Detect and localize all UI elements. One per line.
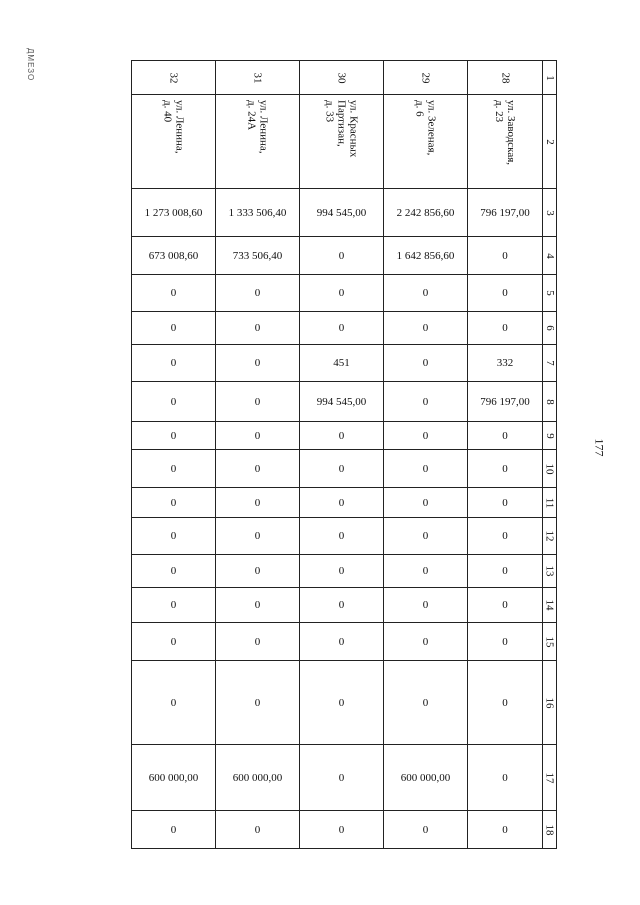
cell-value: 0 [422,635,429,648]
table-row [132,518,557,555]
value-cell [132,518,216,555]
cell-value: 0 [254,823,261,836]
value-cell [384,623,468,661]
value-cell [132,488,216,518]
column-index-cell [543,382,557,422]
column-index-cell [543,588,557,623]
cell-value: 0 [254,322,261,334]
cell-value: 0 [170,823,177,836]
value-cell [468,422,543,450]
value-cell [132,237,216,275]
value-cell [132,623,216,661]
table-row [132,555,557,588]
column-index-label: 12 [543,530,556,542]
archive-stamp: ДМЕЗО [26,48,35,82]
table-row [132,588,557,623]
value-cell [468,661,543,745]
value-cell [132,422,216,450]
column-index-label: 16 [543,697,556,708]
cell-value: 733 506,40 [232,249,283,262]
value-cell [384,237,468,275]
value-cell [216,811,300,849]
value-cell [216,189,300,237]
cell-value: 0 [422,599,429,611]
cell-value: 1 333 506,40 [228,206,287,219]
column-index-cell [543,345,557,382]
column-index-cell [543,488,557,518]
cell-value: 0 [170,635,177,648]
value-cell [132,555,216,588]
value-cell [132,661,216,745]
cell-value: 1 273 008,60 [144,206,203,219]
value-cell [468,345,543,382]
cell-value: 0 [422,357,429,369]
value-cell [300,588,384,623]
value-cell [384,345,468,382]
cell-value: 0 [254,496,261,509]
value-cell [216,488,300,518]
value-cell [468,518,543,555]
record-number-cell [300,61,384,95]
column-index-label: 13 [543,565,556,577]
cell-value: 0 [502,565,508,577]
cell-value: 0 [254,395,261,408]
table-row [132,422,557,450]
table-row [132,189,557,237]
value-cell [132,588,216,623]
table-row [132,745,557,811]
value-cell [468,488,543,518]
cell-value: 0 [170,496,177,509]
table-row [132,661,557,745]
table-row [132,237,557,275]
table-row [132,61,557,95]
value-cell [468,623,543,661]
cell-value: 0 [502,429,508,442]
column-index-cell [543,312,557,345]
cell-value: 994 545,00 [316,206,367,219]
value-cell [300,518,384,555]
cell-value: 1 642 856,60 [396,249,455,262]
value-cell [216,518,300,555]
cell-value: 0 [502,462,508,475]
record-number-cell [468,61,543,95]
value-cell [216,382,300,422]
value-cell [300,189,384,237]
cell-value: 600 000,00 [400,771,451,784]
value-cell [216,312,300,345]
value-cell [300,345,384,382]
cell-value: 0 [502,771,508,784]
cell-value: 0 [338,287,345,299]
address-text: ул. Красных Партизан, д. 33 [323,99,360,157]
table-row [132,95,557,189]
column-index-cell [543,555,557,588]
value-cell [132,275,216,312]
cell-value: 0 [422,530,429,542]
record-number: 32 [167,72,180,83]
column-index-cell [543,189,557,237]
value-cell [384,450,468,488]
column-index-label: 7 [543,360,556,366]
cell-value: 0 [254,462,261,475]
address-cell [468,95,543,189]
record-number: 30 [335,72,348,83]
cell-value: 0 [254,565,261,577]
value-cell [468,189,543,237]
cell-value: 451 [333,357,350,369]
cell-value: 0 [502,287,508,299]
cell-value: 0 [338,249,345,262]
cell-value: 0 [254,287,261,299]
address-text: ул. Ленина, д. 24А [245,99,270,154]
column-index-label: 8 [543,398,556,405]
cell-value: 0 [338,530,345,542]
cell-value: 0 [338,771,345,784]
cell-value: 0 [338,322,345,334]
value-cell [216,555,300,588]
table-row [132,488,557,518]
value-cell [300,422,384,450]
value-cell [300,623,384,661]
value-cell [300,745,384,811]
column-index-cell [543,61,557,95]
cell-value: 0 [170,287,177,299]
column-index-label: 4 [543,252,556,259]
cell-value: 0 [338,599,345,611]
record-number: 28 [499,72,511,83]
cell-value: 0 [254,599,261,611]
value-cell [300,488,384,518]
cell-value: 0 [170,696,177,709]
value-cell [132,312,216,345]
value-cell [216,623,300,661]
value-cell [132,345,216,382]
cell-value: 0 [422,565,429,577]
column-index-cell [543,745,557,811]
address-text: ул. Зеленая, д. 6 [413,99,438,155]
cell-value: 0 [254,696,261,709]
table-row [132,811,557,849]
record-number: 29 [419,72,432,83]
value-cell [468,275,543,312]
cell-value: 0 [338,429,345,442]
value-cell [468,450,543,488]
cell-value: 0 [422,496,429,509]
value-cell [300,275,384,312]
column-index-cell [543,450,557,488]
value-cell [132,811,216,849]
column-index-cell [543,811,557,849]
cell-value: 0 [338,496,345,509]
column-index-cell [543,237,557,275]
value-cell [384,312,468,345]
cell-value: 0 [422,395,429,408]
column-index-cell [543,661,557,745]
value-cell [216,237,300,275]
value-cell [468,811,543,849]
value-cell [384,189,468,237]
value-cell [300,237,384,275]
value-cell [216,345,300,382]
column-index-label: 3 [543,209,556,216]
value-cell [300,382,384,422]
table-row [132,345,557,382]
cell-value: 0 [502,635,508,648]
cell-value: 994 545,00 [316,395,367,408]
cell-value: 0 [502,823,508,836]
cell-value: 0 [170,565,177,577]
value-cell [132,382,216,422]
value-cell [300,555,384,588]
cell-value: 0 [170,357,177,369]
table-row [132,312,557,345]
column-index-label: 5 [543,290,556,296]
value-cell [384,588,468,623]
cell-value: 0 [502,599,508,611]
cell-value: 0 [254,530,261,542]
value-cell [468,555,543,588]
cell-value: 0 [422,462,429,475]
value-cell [216,745,300,811]
cell-value: 0 [170,530,177,542]
address-cell [216,95,300,189]
column-index-label: 9 [543,432,556,439]
address-text: ул. Заводская, д. 23 [493,99,517,165]
record-number-cell [216,61,300,95]
cell-value: 673 008,60 [148,249,199,262]
value-cell [216,275,300,312]
address-cell [300,95,384,189]
cell-value: 0 [502,530,508,542]
cell-value: 0 [422,429,429,442]
value-cell [384,518,468,555]
record-number-cell [132,61,216,95]
cell-value: 0 [254,635,261,648]
address-cell [132,95,216,189]
value-cell [132,450,216,488]
cell-value: 0 [422,823,429,836]
value-cell [384,745,468,811]
cell-value: 0 [502,696,508,709]
cell-value: 0 [422,287,429,299]
value-cell [384,488,468,518]
column-index-label: 17 [543,772,556,783]
address-text: ул. Ленина, д. 40 [161,99,186,154]
cell-value: 0 [254,357,261,369]
record-number: 31 [251,72,264,83]
value-cell [384,422,468,450]
cell-value: 0 [338,462,345,475]
cell-value: 0 [170,599,177,611]
column-index-label: 1 [543,74,556,81]
cell-value: 0 [170,462,177,475]
address-cell [384,95,468,189]
page-number: 177 [592,438,607,457]
column-index-cell [543,275,557,312]
table-row [132,382,557,422]
column-index-label: 11 [543,497,556,508]
cell-value: 0 [338,635,345,648]
data-table [131,60,557,849]
value-cell [300,450,384,488]
cell-value: 332 [496,357,514,369]
column-index-cell [543,422,557,450]
column-index-label: 15 [543,636,556,647]
value-cell [384,555,468,588]
column-index-cell [543,518,557,555]
value-cell [384,275,468,312]
value-cell [468,312,543,345]
column-index-label: 6 [543,325,556,331]
value-cell [384,382,468,422]
column-index-label: 18 [543,824,556,835]
column-index-label: 2 [543,138,556,145]
cell-value: 0 [422,696,429,709]
cell-value: 600 000,00 [232,771,283,784]
value-cell [468,588,543,623]
cell-value: 0 [170,322,177,334]
cell-value: 2 242 856,60 [396,206,455,219]
column-index-cell [543,623,557,661]
cell-value: 0 [422,322,429,334]
value-cell [132,745,216,811]
cell-value: 796 197,00 [480,395,530,408]
cell-value: 0 [338,565,345,577]
value-cell [300,811,384,849]
table-row [132,450,557,488]
cell-value: 0 [502,322,508,334]
cell-value: 0 [254,429,261,442]
value-cell [300,312,384,345]
value-cell [468,745,543,811]
column-index-label: 14 [543,599,556,611]
cell-value: 0 [170,395,177,408]
record-number-cell [384,61,468,95]
table-row [132,275,557,312]
cell-value: 600 000,00 [148,771,199,784]
table-row [132,623,557,661]
value-cell [216,661,300,745]
cell-value: 0 [170,429,177,442]
cell-value: 0 [502,249,508,262]
value-cell [468,237,543,275]
value-cell [384,661,468,745]
cell-value: 0 [338,823,345,836]
value-cell [468,382,543,422]
value-cell [216,588,300,623]
value-cell [216,450,300,488]
cell-value: 0 [338,696,345,709]
value-cell [384,811,468,849]
cell-value: 0 [502,496,508,509]
column-index-cell [543,95,557,189]
value-cell [216,422,300,450]
value-cell [300,661,384,745]
cell-value: 796 197,00 [480,206,530,219]
value-cell [132,189,216,237]
column-index-label: 10 [543,463,556,474]
